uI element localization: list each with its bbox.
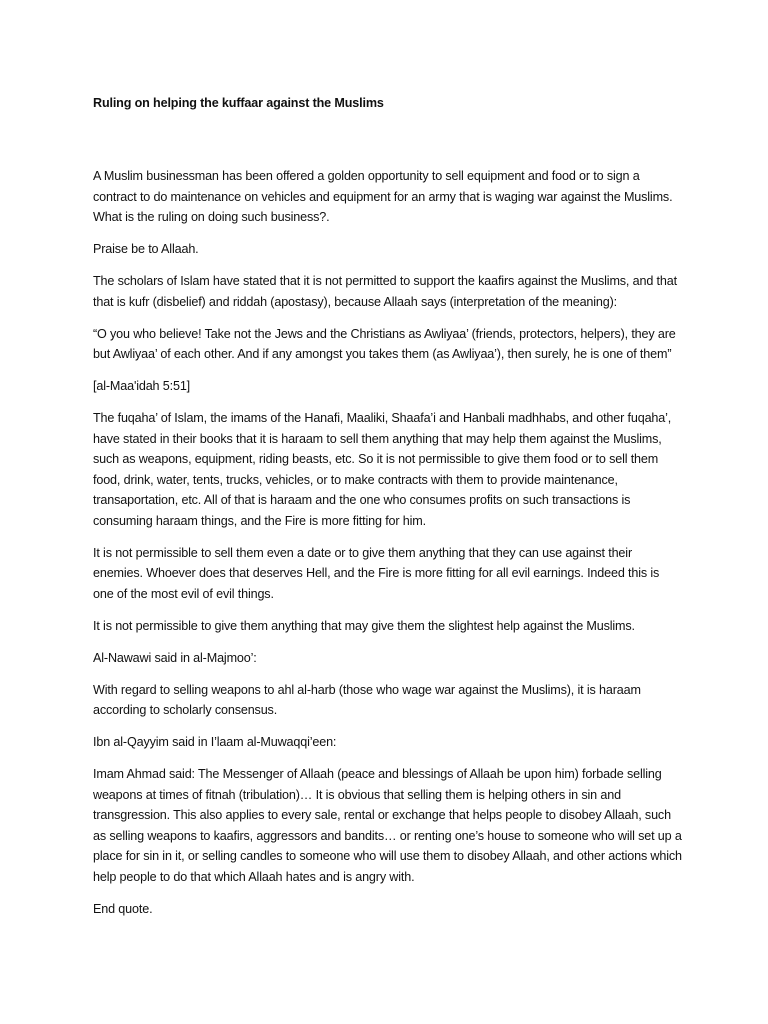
- document-title: Ruling on helping the kuffaar against the Muslims: [93, 96, 384, 110]
- end-quote: End quote.: [93, 901, 153, 916]
- date-paragraph: It is not permissible to sell them even a date or to give them anything that they can use against their enemies. Whoever does that deserves Hell, and the Fire is more fitting for all evil earnings. Indeed this is one of the most evil of evil things.: [93, 545, 660, 601]
- praise-paragraph: Praise be to Allaah.: [93, 242, 199, 256]
- fuqaha-paragraph: The fuqaha’ of Islam, the imams of the Hanafi, Maaliki, Shaafa’i and Hanbali madhhabs, and other fuqaha’, have stated in their books that it is haraam to sell them anything that may help them against the Muslims, such as weapons, equipment, riding beasts, etc. So it is not permissible to give them food or to sell them food, drink, water, tents, trucks, vehicles, or to make contracts with them to provide maintenance, transaportation, etc. All of that is haraam and the one who consumes profits on such transactions is consuming haraam things, and the Fire is more fitting for him.: [93, 411, 672, 528]
- question-paragraph: A Muslim businessman has been offered a golden opportunity to sell equipment and food or to sign a contract to do maintenance on vehicles and equipment for an army that is waging war against the Muslims. What is the ruling on doing such business?.: [93, 169, 673, 224]
- quran-quote-paragraph: “O you who believe! Take not the Jews and the Christians as Awliyaa’ (friends, protectors, helpers), they are but Awliyaa’ of each other. And if any amongst you takes them (as Awliyaa’), then surely, he is one of them”: [93, 326, 676, 361]
- nawawi-heading: Al-Nawawi said in al-Majmoo’:: [93, 650, 257, 665]
- quran-reference: [al-Maa'idah 5:51]: [93, 379, 191, 393]
- ibn-qayyim-heading: Ibn al-Qayyim said in I’laam al-Muwaqqi’een:: [93, 735, 337, 749]
- weapons-paragraph: With regard to selling weapons to ahl al-harb (those who wage war against the Muslims), it is haraam according to scholarly consensus.: [93, 682, 641, 717]
- scholars-paragraph: The scholars of Islam have stated that it is not permitted to support the kaafirs against the Muslims, and that that is kufr (disbelief) and riddah (apostasy), because Allaah says (interpretation of the meaning):: [93, 274, 677, 309]
- imam-ahmad-paragraph: Imam Ahmad said: The Messenger of Allaah (peace and blessings of Allaah be upon him) forbade selling weapons at times of fitnah (tribulation)… It is obvious that selling them is helping others in sin and transgression. This also applies to every sale, rental or exchange that helps people to disobey Allaah, such as selling weapons to kaafirs, aggressors and bandits… or renting one’s house to someone who will set up a place for sin in it, or selling candles to someone who will use them to disobey Allaah, and other actions which help people to do that which Allaah hates and is angry with.: [93, 767, 682, 884]
- slightest-help-paragraph: It is not permissible to give them anything that may give them the slightest help against the Muslims.: [93, 618, 635, 633]
